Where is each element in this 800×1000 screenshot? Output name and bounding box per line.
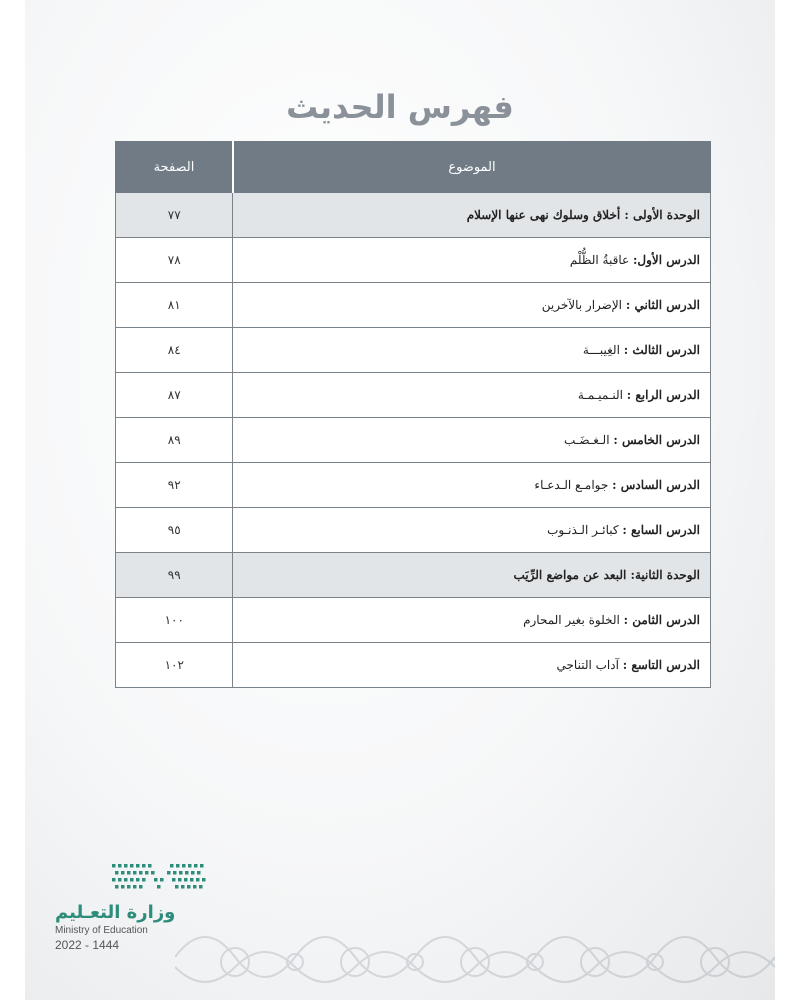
topic-label: الدرس السادس : <box>612 478 700 492</box>
topic-cell <box>233 238 711 283</box>
lesson-row <box>116 328 711 373</box>
ministry-logo-icon <box>97 858 227 898</box>
header-row <box>116 142 711 193</box>
topic-cell <box>233 373 711 418</box>
page <box>25 0 775 1000</box>
topic-label: الوحدة الأولى : <box>624 208 700 222</box>
page-number-cell: ٧٧ <box>116 193 233 238</box>
page-number-cell: ٩٥ <box>116 508 233 553</box>
page-number-cell: ٨٧ <box>116 373 233 418</box>
lesson-row <box>116 238 711 283</box>
ornament-pattern <box>175 897 775 992</box>
topic-label: الوحدة الثانية: <box>630 568 700 582</box>
topic-title: البعد عن مواضع الرِّيَب <box>513 568 627 582</box>
lesson-row <box>116 508 711 553</box>
edition-year: 2022 - 1444 <box>55 938 120 952</box>
lesson-row <box>116 643 711 688</box>
topic-cell <box>233 193 711 238</box>
topic-cell <box>233 553 711 598</box>
topic-label: الدرس الأول: <box>632 253 700 267</box>
topic-title: أخلاق وسلوك نهى عنها الإسلام <box>466 208 621 222</box>
toc-table <box>115 141 711 688</box>
page-title: فهرس الحديث <box>286 88 514 126</box>
topic-title: النـميـمـة <box>577 388 623 402</box>
page-number-cell: ١٠٢ <box>116 643 233 688</box>
topic-cell <box>233 643 711 688</box>
topic-label: الدرس الرابع : <box>626 388 700 402</box>
page-number-cell: ٧٨ <box>116 238 233 283</box>
page-number-cell: ١٠٠ <box>116 598 233 643</box>
topic-title: كبائـر الـذنـوب <box>547 523 619 537</box>
topic-cell <box>233 463 711 508</box>
page-number-cell: ٨٩ <box>116 418 233 463</box>
lesson-row <box>116 463 711 508</box>
lesson-row <box>116 283 711 328</box>
header-page: الصفحة <box>116 142 233 193</box>
topic-title: الإضرار بالآخرين <box>541 298 623 312</box>
topic-label: الدرس الخامس : <box>613 433 700 447</box>
topic-cell <box>233 283 711 328</box>
topic-label: الدرس الثاني : <box>625 298 700 312</box>
page-number-cell: ٩٢ <box>116 463 233 508</box>
topic-cell <box>233 418 711 463</box>
topic-cell <box>233 598 711 643</box>
topic-label: الدرس الثامن : <box>623 613 700 627</box>
page-number-cell: ٩٩ <box>116 553 233 598</box>
topic-title: الخلوة بغير المحارم <box>523 613 620 627</box>
topic-title: الغِيبـــة <box>582 343 620 357</box>
ministry-name-arabic: وزارة التعـليم <box>55 902 176 923</box>
lesson-row <box>116 373 711 418</box>
ministry-name-english: Ministry of Education <box>55 925 148 936</box>
topic-title: جوامـع الـدعـاء <box>534 478 609 492</box>
unit-row <box>116 553 711 598</box>
header-topic: الموضوع <box>233 142 711 193</box>
topic-label: الدرس التاسع : <box>622 658 700 672</box>
lesson-row <box>116 418 711 463</box>
unit-row <box>116 193 711 238</box>
page-number-cell: ٨٤ <box>116 328 233 373</box>
topic-cell <box>233 328 711 373</box>
topic-cell <box>233 508 711 553</box>
topic-title: عاقبةُ الظُّلْم <box>569 253 630 267</box>
topic-title: الـغـضَـب <box>564 433 610 447</box>
lesson-row <box>116 598 711 643</box>
page-number-cell: ٨١ <box>116 283 233 328</box>
topic-label: الدرس الثالث : <box>623 343 700 357</box>
topic-label: الدرس السابع : <box>622 523 700 537</box>
topic-title: آداب التناجي <box>556 658 619 672</box>
